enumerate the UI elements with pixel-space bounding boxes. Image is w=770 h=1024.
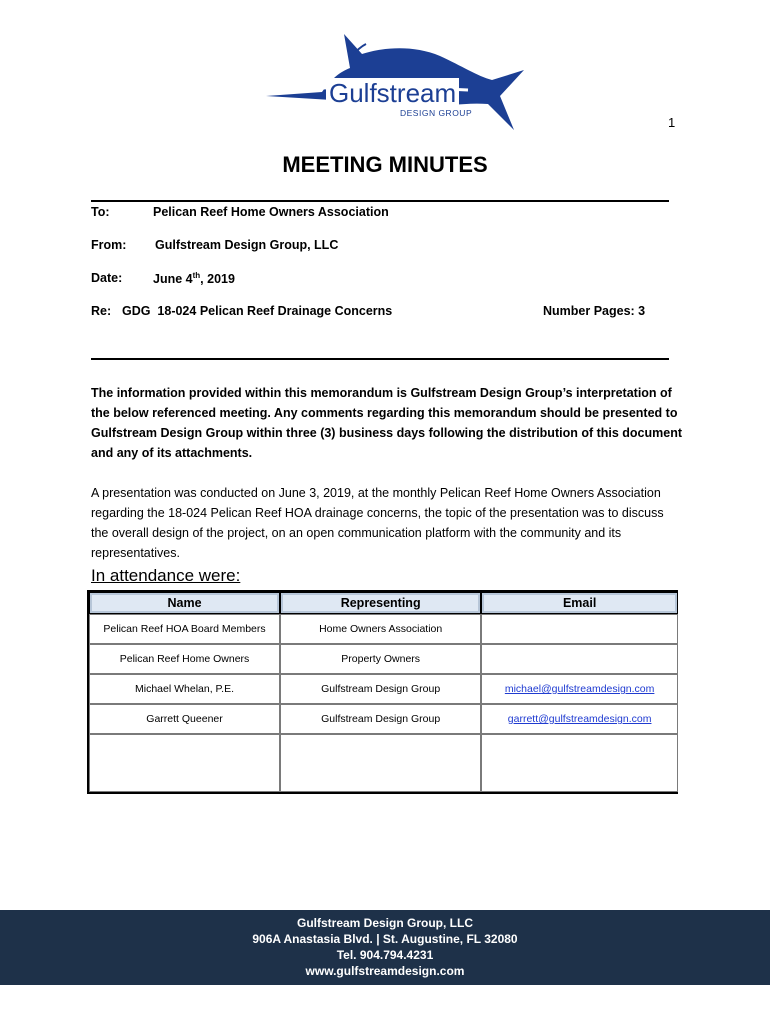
footer-website[interactable]: www.gulfstreamdesign.com <box>305 964 465 978</box>
date-value <box>153 271 235 286</box>
attendee-name: Garrett Queener <box>89 704 280 734</box>
page-title: MEETING MINUTES <box>282 152 488 177</box>
logo-subtitle: DESIGN GROUP <box>400 108 473 118</box>
attendee-email <box>481 644 678 674</box>
table-row <box>89 734 678 792</box>
attendee-representing: Home Owners Association <box>280 614 481 644</box>
table-header-row <box>89 592 678 614</box>
attendee-email-cell <box>481 674 678 704</box>
attendee-representing: Property Owners <box>280 644 481 674</box>
page-number: 1 <box>668 115 676 130</box>
attendee-representing <box>280 734 481 792</box>
attendee-name: Pelican Reef HOA Board Members <box>89 614 280 644</box>
date-label: Date: <box>91 271 123 285</box>
email-link[interactable]: michael@gulfstreamdesign.com <box>504 683 655 695</box>
to-value: Pelican Reef Home Owners Association <box>153 205 389 219</box>
email-link[interactable]: garrett@gulfstreamdesign.com <box>507 713 652 725</box>
number-pages: Number Pages: 3 <box>543 304 646 318</box>
company-logo <box>262 26 527 134</box>
disclaimer-paragraph: The information provided within this memorandum is Gulfstream Design Group’s interpretation of the below referenced meeting. Any comments regarding this memorandum should be presented to Gulfstream Design Group within three (3) business days following the distribution of this document and any of its attachments. <box>91 386 683 460</box>
to-label: To: <box>91 205 110 219</box>
footer-company: Gulfstream Design Group, LLC <box>296 916 473 930</box>
attendee-representing: Gulfstream Design Group <box>280 674 481 704</box>
date-year: , 2019 <box>200 272 235 287</box>
footer-address: 906A Anastasia Blvd. | St. Augustine, FL 32080 <box>252 932 518 946</box>
column-header-name: Name <box>89 592 280 614</box>
table-row <box>89 704 678 734</box>
table-row <box>89 614 678 644</box>
divider <box>91 358 669 360</box>
from-value: Gulfstream Design Group, LLC <box>155 238 339 252</box>
attendee-name <box>89 734 280 792</box>
table-row <box>89 674 678 704</box>
from-label: From: <box>91 238 127 252</box>
re-value: GDG 18-024 Pelican Reef Drainage Concerns <box>122 304 393 318</box>
attendee-email <box>481 614 678 644</box>
re-label: Re: <box>91 304 112 318</box>
attendee-representing: Gulfstream Design Group <box>280 704 481 734</box>
column-header-representing: Representing <box>280 592 481 614</box>
logo-wordmark: Gulfstream <box>326 78 459 108</box>
footer <box>0 910 770 985</box>
intro-paragraph: A presentation was conducted on June 3, 2019, at the monthly Pelican Reef Home Owners Association regarding the 18-024 Pelican Reef HOA drainage concerns, the topic of the presentation was to discuss the overall design of the project, on an open communication platform with the community and its representatives. <box>91 486 664 560</box>
attendance-heading: In attendance were: <box>91 566 241 585</box>
attendance-table <box>87 590 678 794</box>
attendee-name: Michael Whelan, P.E. <box>89 674 280 704</box>
table-row <box>89 644 678 674</box>
attendee-email-cell <box>481 704 678 734</box>
attendee-email <box>481 734 678 792</box>
date-ordinal: th <box>192 271 201 280</box>
column-header-email: Email <box>481 592 678 614</box>
attendee-name: Pelican Reef Home Owners <box>89 644 280 674</box>
divider <box>91 200 669 202</box>
date-main: June 4 <box>153 272 193 287</box>
footer-phone: Tel. 904.794.4231 <box>336 948 434 962</box>
